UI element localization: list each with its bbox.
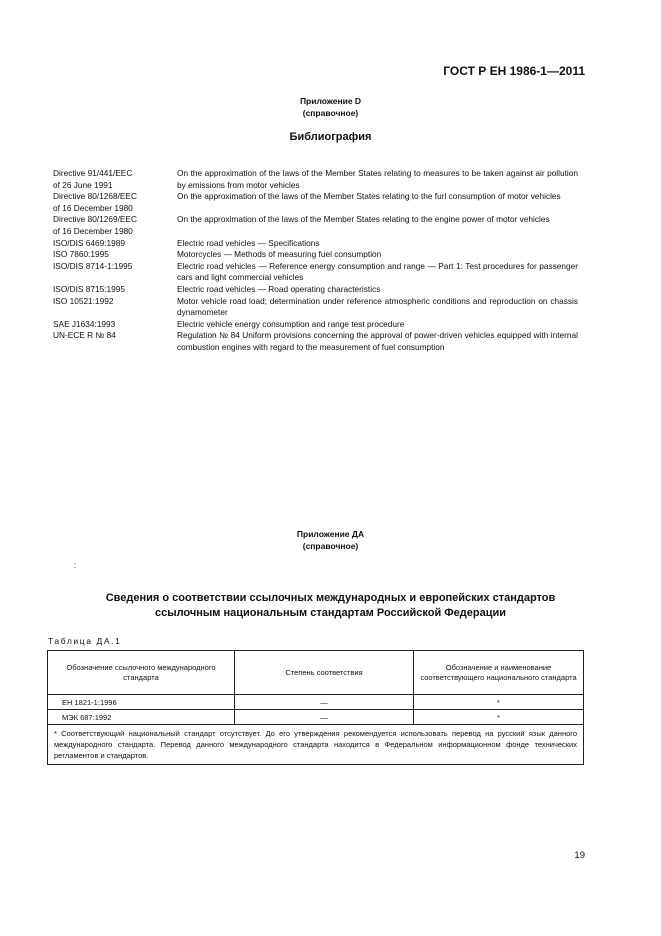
table-row <box>48 710 584 725</box>
table-row <box>48 695 584 710</box>
bibliography-entry <box>53 214 578 237</box>
bibliography-ref <box>53 238 177 250</box>
bibliography-entry <box>53 284 578 296</box>
bibliography-ref-line: UN-ECE R № 84 <box>53 330 116 341</box>
bibliography-entry <box>53 191 578 214</box>
bibliography-ref-line: ISO/DIS 8715:1995 <box>53 283 125 294</box>
table-caption: Таблица ДА.1 <box>48 636 122 646</box>
bibliography-heading: Библиография <box>289 131 372 143</box>
table-cell: * <box>414 695 584 710</box>
annex-d-subtitle: (справочное) <box>302 108 359 118</box>
bibliography-ref <box>53 261 177 284</box>
bibliography-list <box>53 168 578 354</box>
bibliography-ref <box>53 284 177 296</box>
bibliography-description: Electric road vehicles — Reference energy consumption and range — Part 1: Test procedures for passenger cars and light commercial vehicles <box>177 260 578 283</box>
bibliography-ref-line: ISO 10521:1992 <box>53 295 114 306</box>
table-cell: ЕН 1821-1:1996 <box>48 695 235 710</box>
bibliography-description: Electric road vehicles — Specifications <box>177 237 320 248</box>
bibliography-ref-line: Directive 80/1269/EEC <box>53 214 137 225</box>
bibliography-entry <box>53 168 578 191</box>
bibliography-entry <box>53 319 578 331</box>
annex-da-heading-line2: ссылочным национальным стандартам Российской Федерации <box>154 607 507 619</box>
bibliography-description: Electric vehicle energy consumption and range test procedure <box>177 318 405 329</box>
bibliography-entry <box>53 238 578 250</box>
bibliography-ref <box>53 214 177 237</box>
bibliography-ref-line: ISO/DIS 8714-1:1995 <box>53 260 133 271</box>
table-footnote: * Соответствующий национальный стандарт отсутствует. До его утверждения рекомендуется использовать перевод на русский язык данного международного стандарта. Перевод данного международного стандарта находится в Федеральном информационном фонде технических регламентов и стандартов. <box>48 725 584 765</box>
annex-da-subtitle: (справочное) <box>302 541 359 551</box>
bibliography-ref-line: ISO 7860:1995 <box>53 249 109 260</box>
bibliography-description: Motor vehicle road load; determination under reference atmospheric conditions and reproduction on chassis dynamometer <box>177 295 578 318</box>
bibliography-entry <box>53 249 578 261</box>
correspondence-table <box>47 650 584 765</box>
bibliography-ref-line: of 16 December 1980 <box>53 202 133 213</box>
table-footnote-row <box>48 725 584 765</box>
bibliography-ref <box>53 191 177 214</box>
stray-mark: : <box>74 561 77 570</box>
bibliography-ref-line: ISO/DIS 6469:1989 <box>53 237 125 248</box>
table-header-cell: Обозначение и наименование соответствующего национального стандарта <box>414 651 584 695</box>
bibliography-entry <box>53 330 578 353</box>
bibliography-description: Electric road vehicles — Road operating characteristics <box>177 283 381 294</box>
bibliography-description: On the approximation of the laws of the Member States relating to the furl consumption of motor vehicles <box>177 191 561 202</box>
table-cell: МЭК 687:1992 <box>48 710 235 725</box>
table-cell: * <box>414 710 584 725</box>
table-header-cell: Степень соответствия <box>235 651 414 695</box>
bibliography-ref <box>53 330 177 353</box>
bibliography-ref-line: Directive 91/441/EEC <box>53 168 133 178</box>
document-code: ГОСТ Р ЕН 1986-1—2011 <box>443 64 585 78</box>
table-header-row <box>48 651 584 695</box>
bibliography-ref-line: of 26 June 1991 <box>53 179 113 190</box>
page-number: 19 <box>574 850 585 861</box>
bibliography-ref-line: SAE J1634:1993 <box>53 318 116 329</box>
bibliography-entry <box>53 296 578 319</box>
annex-da-heading-line1: Сведения о соответствии ссылочных международных и европейских стандартов <box>105 592 556 604</box>
bibliography-ref <box>53 168 177 191</box>
bibliography-description: On the approximation of the laws of the Member States relating to measures to be taken against air pollution by emissions from motor vehicles <box>177 168 578 190</box>
annex-d-title: Приложение D <box>299 96 362 106</box>
bibliography-entry <box>53 261 578 284</box>
bibliography-ref <box>53 296 177 319</box>
bibliography-description: Regulation № 84 Uniform provisions concerning the approval of power-driven vehicles equipped with internal combustion engines with regard to the measurement of fuel consumption <box>177 330 578 352</box>
bibliography-ref-line: of 16 December 1980 <box>53 225 133 236</box>
bibliography-ref <box>53 249 177 261</box>
table-cell: — <box>235 695 414 710</box>
bibliography-description: Motorcycles — Methods of measuring fuel consumption <box>177 249 382 260</box>
bibliography-ref <box>53 319 177 331</box>
bibliography-description: On the approximation of the laws of the Member States relating to the engine power of motor vehicles <box>177 214 550 225</box>
table-cell: — <box>235 710 414 725</box>
annex-da-title: Приложение ДА <box>296 529 365 539</box>
table-header-cell: Обозначение ссылочного международного стандарта <box>48 651 235 695</box>
bibliography-ref-line: Directive 80/1268/EEC <box>53 191 137 202</box>
